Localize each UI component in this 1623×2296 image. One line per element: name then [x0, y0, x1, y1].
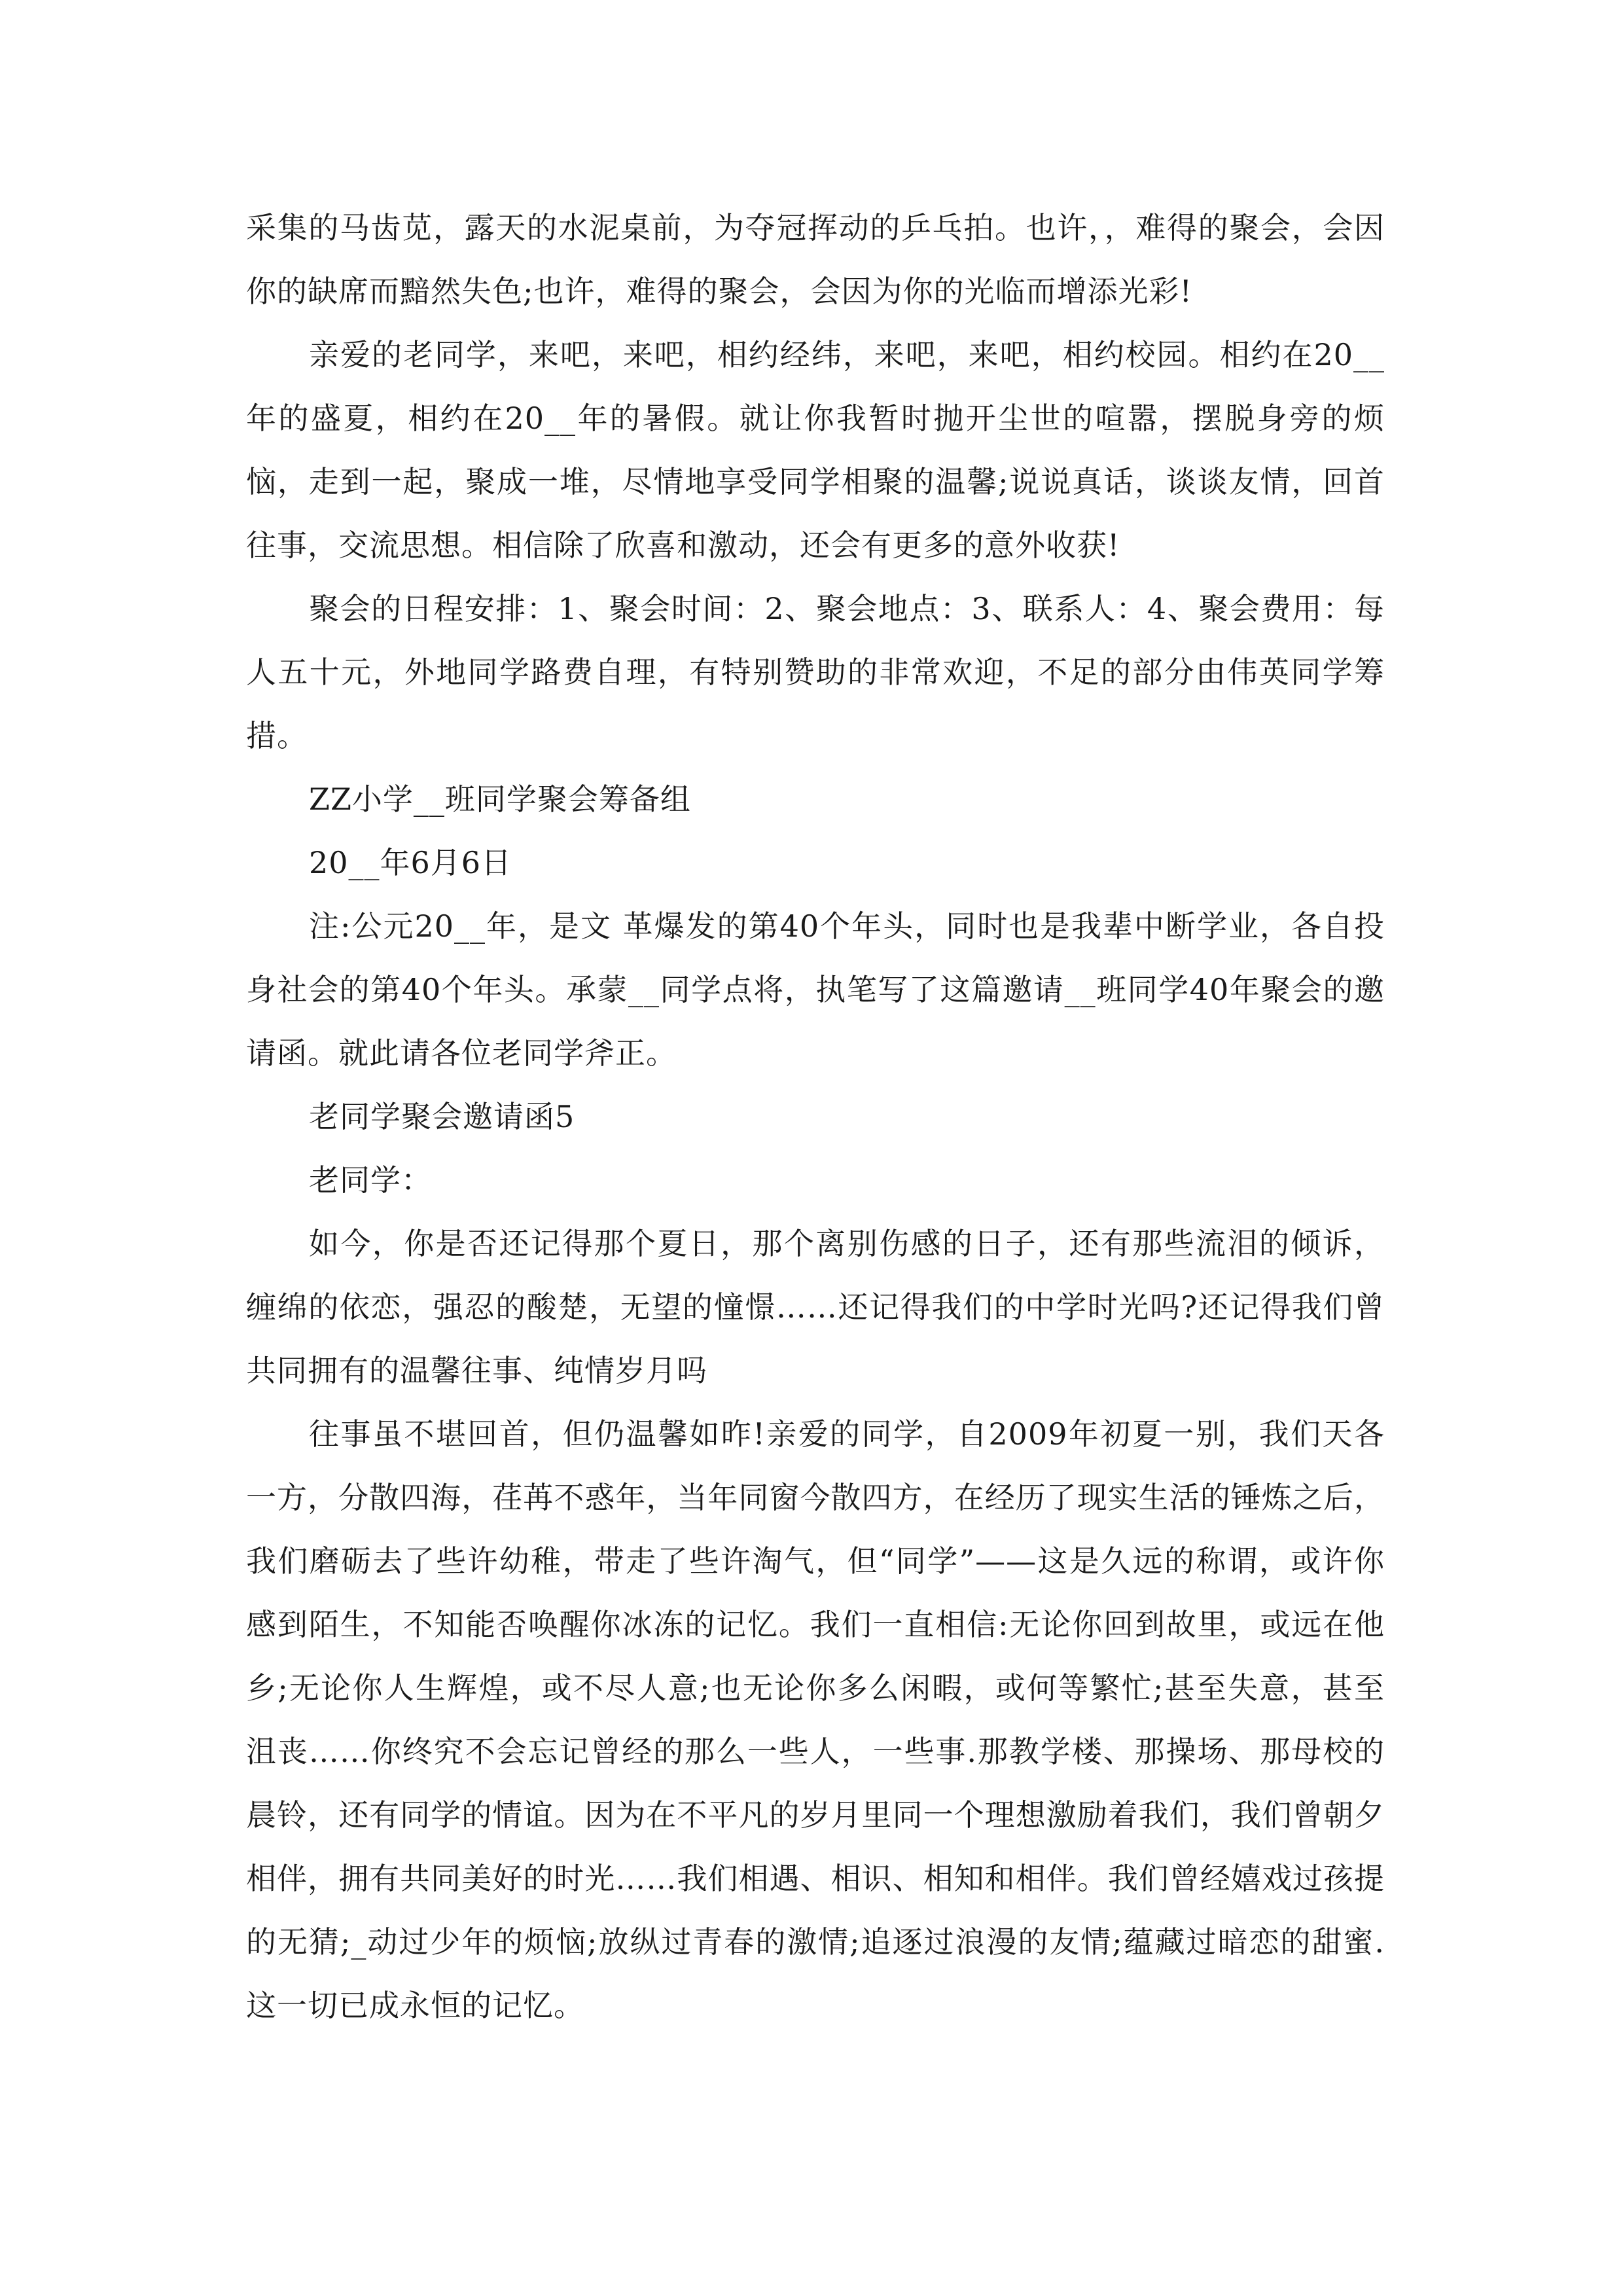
- paragraph-schedule: 聚会的日程安排：1、聚会时间：2、聚会地点：3、联系人：4、聚会费用：每人五十元，外地同学路费自理，有特别赞助的非常欢迎，不足的部分由伟英同学筹措。: [246, 591, 1385, 753]
- paragraph-reflection: 往事虽不堪回首，但仍温馨如昨!亲爱的同学，自2009年初夏一别，我们天各一方，分散四海，荏苒不惑年，当年同窗今散四方，在经历了现实生活的锤炼之后，我们磨砺去了些许幼稚，带走了些许淘气，但“同学”——这是久远的称谓，或许你感到陌生，不知能否唤醒你冰冻的记忆。我们一直相信:无论你回到故里，或远在他乡;无论你人生辉煌，或不尽人意;也无论你多么闲暇，或何等繁忙;甚至失意，甚至沮丧……你终究不会忘记曾经的那么一些人，一些事.那教学楼、那操场、那母校的晨铃，还有同学的情谊。因为在不平凡的岁月里同一个理想激励着我们，我们曾朝夕相伴，拥有共同美好的时光……我们相遇、相识、相知和相伴。我们曾经嬉戏过孩提的无猜;_动过少年的烦恼;放纵过青春的激情;追逐过浪漫的友情;蕴藏过暗恋的甜蜜.这一切已成永恒的记忆。: [246, 1416, 1385, 2023]
- paragraph-note: 注:公元20__年，是文 革爆发的第40个年头，同时也是我辈中断学业，各自投身社会的第40个年头。承蒙__同学点将，执笔写了这篇邀请__班同学40年聚会的邀请函。就此请各位老同学斧正。: [246, 908, 1385, 1071]
- paragraph-continuation: 采集的马齿苋，露天的水泥桌前，为夺冠挥动的乒乓拍。也许，，难得的聚会，会因你的缺席而黯然失色;也许，难得的聚会，会因为你的光临而增添光彩!: [246, 210, 1385, 309]
- paragraph-invitation: 亲爱的老同学，来吧，来吧，相约经纬，来吧，来吧，相约校园。相约在20__年的盛夏，相约在20__年的暑假。就让你我暂时抛开尘世的喧嚣，摆脱身旁的烦恼，走到一起，聚成一堆，尽情地享受同学相聚的温馨;说说真话，谈谈友情，回首往事，交流思想。相信除了欣喜和激动，还会有更多的意外收获!: [246, 337, 1385, 563]
- signature-date: 20__年6月6日: [309, 845, 512, 880]
- section-title: 老同学聚会邀请函5: [309, 1099, 575, 1134]
- signature-organizer: ZZ小学__班同学聚会筹备组: [309, 781, 691, 817]
- salutation: 老同学：: [309, 1162, 432, 1198]
- paragraph-memories: 如今，你是否还记得那个夏日，那个离别伤感的日子，还有那些流泪的倾诉，缠绵的依恋，强忍的酸楚，无望的憧憬……还记得我们的中学时光吗?还记得我们曾共同拥有的温馨往事、纯情岁月吗: [246, 1226, 1385, 1388]
- document-body: [246, 196, 1385, 2037]
